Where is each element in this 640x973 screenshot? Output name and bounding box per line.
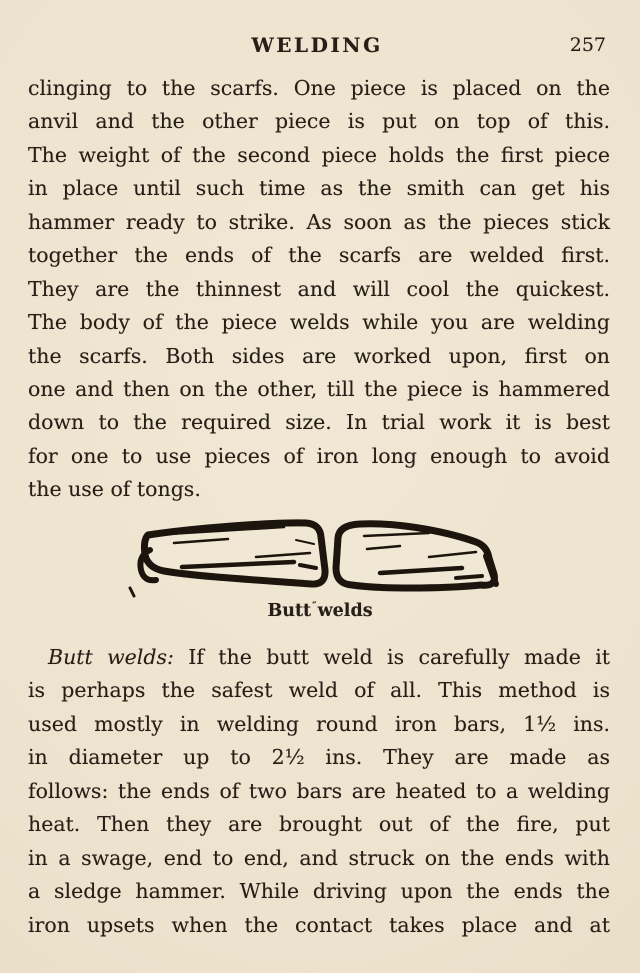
text-line — [28, 641, 610, 674]
paragraph-1 — [28, 72, 610, 507]
butt-weld-figure — [0, 510, 640, 621]
text-line: They are the thinnest and will cool the quickest. — [28, 276, 610, 301]
text-line: a sledge hammer. While driving upon the ends the — [28, 879, 610, 904]
text-line: used mostly in welding round iron bars, 1½ ins. — [28, 711, 610, 736]
text-line: The body of the piece welds while you are welding — [28, 310, 610, 335]
text-line: in diameter up to 2½ ins. They are made as — [28, 745, 610, 770]
text-line: clinging to the scarfs. One piece is placed on the — [28, 76, 610, 100]
text-line: in a swage, end to end, and struck on the ends with — [28, 845, 610, 870]
text-line: is perhaps the safest weld of all. This method is — [28, 678, 610, 703]
text-line: follows: the ends of two bars are heated to a welding — [28, 778, 610, 803]
paragraph-2 — [28, 641, 610, 942]
text-line: the use of tongs. — [28, 477, 201, 502]
page-number: 257 — [569, 34, 606, 56]
figure-caption — [0, 601, 640, 621]
page-header — [28, 33, 606, 57]
running-head-title: WELDING — [251, 33, 383, 57]
text-line: the scarfs. Both sides are worked upon, first on — [28, 343, 610, 368]
paragraph-2-lines — [28, 674, 610, 942]
paragraph-lead-italic: Butt welds: — [48, 645, 174, 669]
text-line: The weight of the second piece holds the first piece — [28, 142, 610, 167]
butt-weld-illustration — [124, 510, 516, 600]
text-line: anvil and the other piece is put on top of this. — [28, 109, 610, 134]
text-line: together the ends of the scarfs are welded first. — [28, 243, 610, 268]
text-line: iron upsets when the contact takes place and at — [28, 912, 610, 937]
text-line: hammer ready to strike. As soon as the pieces stick — [28, 209, 610, 234]
text-line: for one to use pieces of iron long enough to avoid — [28, 443, 610, 468]
figure-caption-word: welds — [317, 601, 373, 621]
text-line: down to the required size. In trial work it is best — [28, 410, 610, 435]
figure-caption-word: Butt — [267, 601, 312, 621]
text-line: in place until such time as the smith can get his — [28, 176, 610, 201]
print-artifact-mark: ″ — [312, 601, 317, 612]
text-line: one and then on the other, till the piece is hammered — [28, 376, 610, 401]
text-line: heat. Then they are brought out of the fire, put — [28, 812, 610, 837]
paragraph-lead-rest: If the butt weld is carefully made it — [188, 645, 610, 669]
